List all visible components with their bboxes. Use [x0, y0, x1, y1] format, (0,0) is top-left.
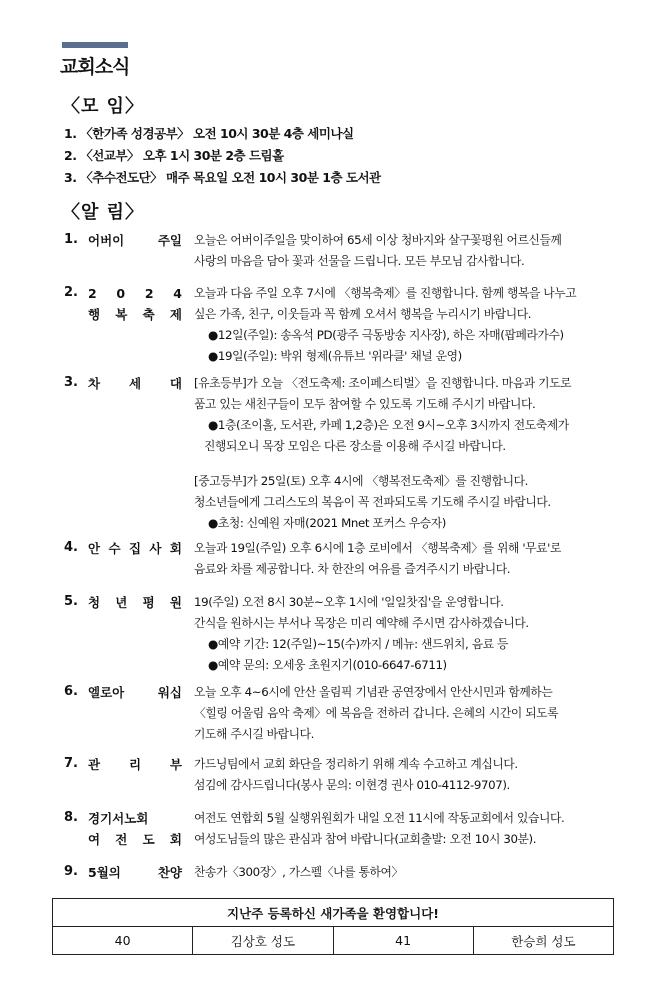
notice-body: 오늘과 19일(주일) 오후 6시에 1층 로비에서 〈행복축제〉를 위해 '무료'로 음료와 차를 제공합니다. 차 한잔의 여유를 즐겨주시기 바랍니다.: [194, 541, 562, 576]
notices-heading: 〈알 림〉: [62, 202, 145, 223]
notice-body: 오늘은 어버이주일을 맞이하여 65세 이상 청바지와 살구꽃평원 어르신들께 사랑의 마음을 담아 꽃과 선물을 드립니다. 모든 부모님 감사합니다.: [194, 233, 562, 268]
welcome-number: 40: [53, 927, 193, 955]
notice-number: 7.: [64, 756, 78, 771]
notice-label: 차 세 대: [88, 376, 182, 391]
page-title: 교회소식: [60, 56, 130, 78]
meeting-item: 2. 〈선교부〉 오후 1시 30분 2층 드림홀: [64, 148, 284, 163]
notice-label: 어버이 주일: [88, 233, 182, 248]
header-accent-bar: [62, 42, 128, 48]
welcome-table: [52, 898, 614, 955]
notice-number: 5.: [64, 594, 78, 609]
meetings-heading: 〈모 임〉: [62, 96, 145, 117]
meeting-item: 1. 〈한가족 성경공부〉 오전 10시 30분 4층 세미나실: [64, 126, 354, 141]
notice-label: 경기서노회 여 전 도 회: [88, 811, 182, 847]
notice-body: 가드닝팀에서 교회 화단을 정리하기 위해 계속 수고하고 계십니다. 섬김에 감사드립니다(봉사 문의: 이현경 권사 010-4112-9707).: [194, 757, 518, 792]
notice-number: 9.: [64, 864, 78, 879]
meeting-item: 3. 〈추수전도단〉 매주 목요일 오전 10시 30분 1층 도서관: [64, 170, 381, 185]
notice-label: 2 0 2 4 행 복 축 제: [88, 286, 182, 322]
notice-label: 5월의 찬양: [88, 865, 182, 880]
notice-number: 4.: [64, 540, 78, 555]
welcome-number: 41: [333, 927, 473, 955]
notice-body: 여전도 연합회 5월 실행위원회가 내일 오전 11시에 작동교회에서 있습니다. 여성도님들의 많은 관심과 참여 바랍니다(교회출발: 오전 10시 30분).: [194, 811, 565, 846]
welcome-caption: 지난주 등록하신 새가족을 환영합니다!: [53, 899, 614, 927]
notice-label: 관 리 부: [88, 757, 182, 772]
notice-body: 찬송가〈300장〉, 가스펠〈나를 통하여〉: [194, 865, 403, 879]
notice-number: 8.: [64, 810, 78, 825]
notice-number: 3.: [64, 375, 78, 390]
notice-number: 2.: [64, 285, 78, 300]
notice-label: 엘로아 워십: [88, 685, 182, 700]
notice-number: 6.: [64, 684, 78, 699]
notice-number: 1.: [64, 232, 78, 247]
welcome-name: 한승희 성도: [473, 927, 613, 955]
notice-label: 청 년 평 원: [88, 595, 182, 610]
notice-body: [유초등부]가 오늘 〈전도축제: 조이페스티벌〉을 진행합니다. 마음과 기도로 품고 있는 새친구들이 모두 참여할 수 있도록 기도해 주시기 바랍니다. ●1층(조이홀, 도서관, 카페 1,2층)은 오전 9시~오후 3시까지 전도축제가 진행되오니 목장 모임은 다른 장소를 이용해 주시길 바랍니다. [중고등부]가 25일(토) 오후 4시에 〈행복전도축제〉를 진행합니다. 청소년들에게 그리스도의 복음이 꼭 전파되도록 기도해 주시길 바랍니다. ●초청: 신예원 자매(2021 Mnet 포커스 우승자): [194, 376, 572, 530]
notice-body: 오늘 오후 4~6시에 안산 올림픽 기념관 공연장에서 안산시민과 함께하는 〈힐링 어울림 음악 축제〉에 복음을 전하러 갑니다. 은혜의 시간이 되도록 기도해 주시길 바랍니다.: [194, 685, 559, 741]
welcome-name: 김상호 성도: [193, 927, 333, 955]
notice-body: 오늘과 다음 주일 오후 7시에 〈행복축제〉를 진행합니다. 함께 행복을 나누고 싶은 가족, 친구, 이웃들과 꼭 함께 오셔서 행복을 누리시기 바랍니다. ●12일(주일): 송옥석 PD(광주 극동방송 지사장), 하은 자매(팝페라가수) ●19일(주일): 박위 형제(유튜브 '위라클' 채널 운영): [194, 286, 577, 363]
notice-label: 안 수 집 사 회: [88, 541, 182, 556]
notice-body: 19(주일) 오전 8시 30분~오후 1시에 '일일찻집'을 운영합니다. 간식을 원하시는 부서나 목장은 미리 예약해 주시면 감사하겠습니다. ●예약 기간: 12(주일)~15(수)까지 / 메뉴: 샌드위치, 음료 등 ●예약 문의: 오세웅 초원지기(010-6647-6711): [194, 595, 529, 672]
